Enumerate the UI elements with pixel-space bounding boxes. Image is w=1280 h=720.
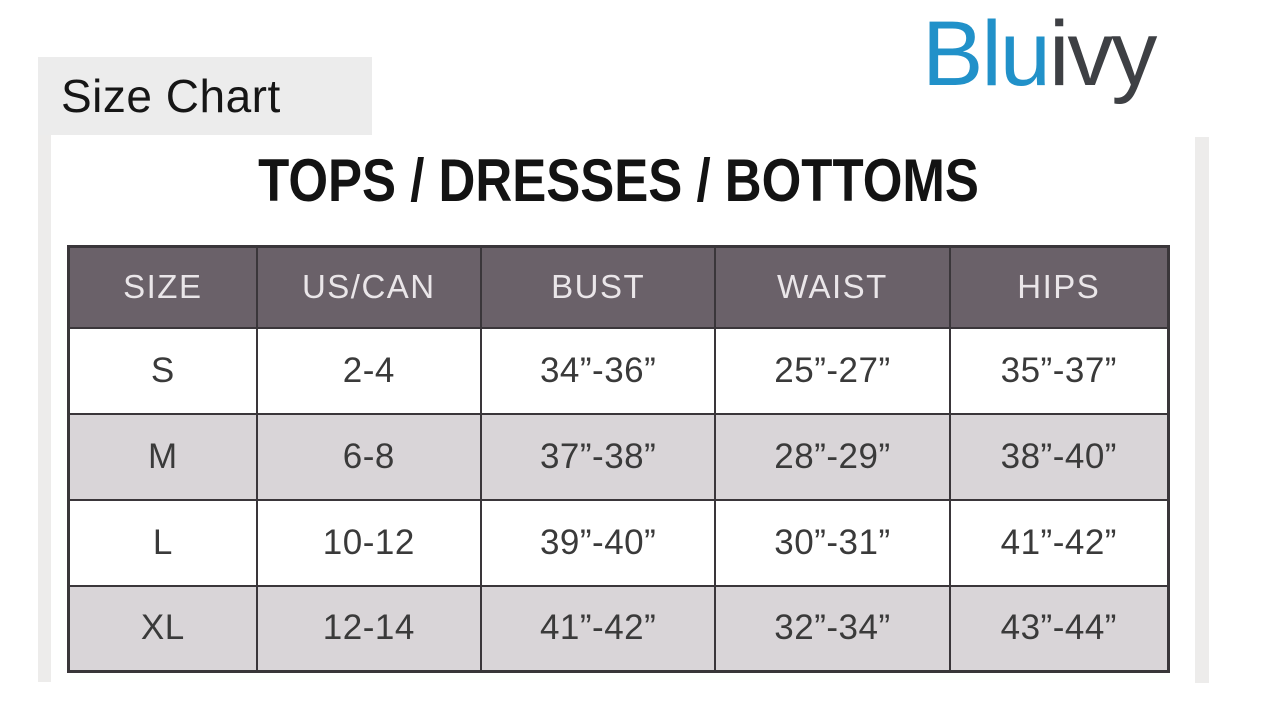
cell-size: S (69, 328, 257, 414)
image-left-edge-strip (38, 135, 51, 682)
cell-waist: 30”-31” (715, 500, 949, 586)
brand-logo (922, 4, 1184, 105)
table-row-s (69, 328, 1169, 414)
cell-uscan: 10-12 (257, 500, 481, 586)
cell-bust: 34”-36” (481, 328, 715, 414)
cell-hips: 35”-37” (950, 328, 1169, 414)
column-header-bust: BUST (481, 247, 715, 328)
size-table (67, 245, 1170, 673)
brand-logo-ivy: ivy (1048, 3, 1156, 105)
cell-bust: 39”-40” (481, 500, 715, 586)
table-title: TOPS / DRESSES / BOTTOMS (258, 147, 979, 214)
cell-waist: 32”-34” (715, 586, 949, 672)
cell-uscan: 12-14 (257, 586, 481, 672)
size-chart-heading: Size Chart (61, 70, 281, 122)
table-row-xl (69, 586, 1169, 672)
column-header-uscan: US/CAN (257, 247, 481, 328)
image-right-edge-strip (1195, 137, 1209, 683)
header-row (69, 247, 1169, 328)
column-header-size: SIZE (69, 247, 257, 328)
cell-bust: 41”-42” (481, 586, 715, 672)
cell-size: XL (69, 586, 257, 672)
cell-hips: 41”-42” (950, 500, 1169, 586)
cell-waist: 25”-27” (715, 328, 949, 414)
size-table-body (69, 328, 1169, 672)
table-row-m (69, 414, 1169, 500)
column-header-hips: HIPS (950, 247, 1169, 328)
cell-uscan: 2-4 (257, 328, 481, 414)
cell-bust: 37”-38” (481, 414, 715, 500)
cell-hips: 43”-44” (950, 586, 1169, 672)
cell-hips: 38”-40” (950, 414, 1169, 500)
column-header-waist: WAIST (715, 247, 949, 328)
cell-uscan: 6-8 (257, 414, 481, 500)
size-chart-heading-box (38, 57, 372, 135)
cell-size: M (69, 414, 257, 500)
cell-size: L (69, 500, 257, 586)
size-table-header (69, 247, 1169, 328)
brand-logo-blu: Blu (922, 3, 1049, 105)
cell-waist: 28”-29” (715, 414, 949, 500)
table-row-l (69, 500, 1169, 586)
